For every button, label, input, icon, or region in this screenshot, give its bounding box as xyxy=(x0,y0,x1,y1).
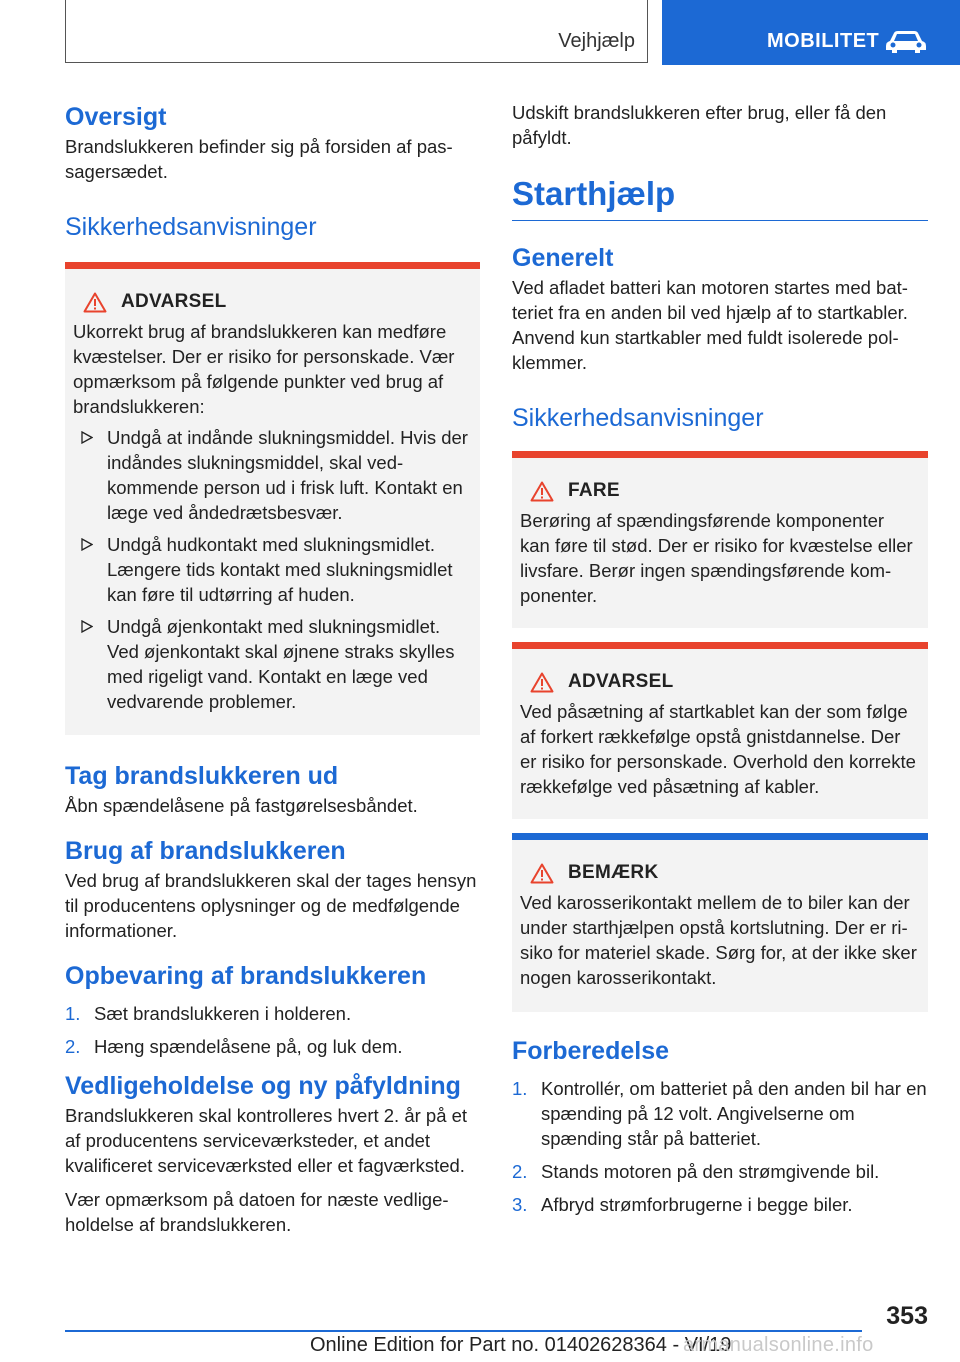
danger-text: Berøring af spændingsførende komponenter kan føre til stød. Der er risiko for kvæstelse eller livsfare. Berør ingen spændingsførende komponenter. xyxy=(520,510,913,606)
bullet-triangle-icon xyxy=(81,431,93,444)
page-number: 353 xyxy=(886,1302,928,1330)
list-item: Undgå at indånde slukningsmiddel. Hvis der indåndes slukningsmiddel, skal vedkommende person ud i frisk luft. Kontakt en læge ved åndedrætsbesvær. xyxy=(73,425,470,525)
warning-list xyxy=(73,425,470,714)
use-heading: Brug af brandslukkeren xyxy=(65,837,346,865)
list-item: 3. Afbryd strømforbrugerne i begge biler. xyxy=(512,1194,853,1215)
take-out-heading: Tag brandslukkeren ud xyxy=(65,762,339,790)
oversigt-text: Brandslukkeren befinder sig på forsiden af passagersædet. xyxy=(65,136,453,182)
warning-text-right: Ved påsætning af startkablet kan der som følge af forkert rækkefølge opstå gnistdannelse. Der er risiko for personskade. Overhold den korrekte rækkefølge ved påsætning af kabler. xyxy=(520,701,916,797)
safety-heading-right: Sikkerhedsanvisninger xyxy=(512,404,764,432)
chapter-tab-label: MOBILITET xyxy=(767,30,880,52)
list-item: Undgå øjenkontakt med slukningsmidlet. Ved øjenkontakt skal øjnene straks skylles med rigeligt vand. Kontakt en læge ved vedvarende problemer. xyxy=(73,614,470,714)
preparation-heading: Forberedelse xyxy=(512,1037,670,1065)
storage-steps xyxy=(65,1001,480,1059)
safety-heading-left: Sikkerhedsanvisninger xyxy=(65,213,317,241)
car-icon xyxy=(884,28,928,54)
header-section-box xyxy=(65,0,648,63)
take-out-text: Åbn spændelåsene på fastgørelsesbåndet. xyxy=(65,795,418,816)
warning-intro: Ukorrekt brug af brandslukkeren kan medføre kvæstelser. Der er risiko for personskade. Vær opmærksom på følgende punkter ved brug af brandslukkeren: xyxy=(73,321,455,417)
warning-triangle-icon xyxy=(530,863,554,884)
chapter-tab[interactable] xyxy=(662,0,960,65)
warning-triangle-icon xyxy=(83,292,107,313)
watermark: armanualsonline.info xyxy=(683,1334,874,1356)
general-heading: Generelt xyxy=(512,244,614,272)
list-item: Undgå hudkontakt med slukningsmidlet. Længere tids kontakt med slukningsmidlet kan føre til udtørring af huden. xyxy=(73,532,470,607)
right-column xyxy=(512,100,928,1225)
list-item: 2. Stands motoren på den strømgivende bil. xyxy=(512,1161,880,1182)
general-text: Ved afladet batteri kan motoren startes med batteriet fra en anden bil ved hjælp af to startkabler. Anvend kun startkabler med fuldt isolerede polklemmer. xyxy=(512,277,908,373)
footer-divider xyxy=(65,1330,862,1332)
list-item: 1. Sæt brandslukkeren i holderen. xyxy=(65,1003,352,1024)
warning-box-left xyxy=(65,262,480,735)
maintenance-heading: Vedligeholdelse og ny påfyldning xyxy=(65,1072,461,1100)
list-item: 1. Kontrollér, om batteriet på den anden bil har en spænding på 12 volt. Angivelserne om spænding står på batteriet. xyxy=(512,1078,927,1149)
note-title: BEMÆRK xyxy=(568,862,659,883)
warning-title: ADVARSEL xyxy=(121,291,227,312)
main-heading: Starthjælp xyxy=(512,172,928,221)
storage-heading: Opbevaring af brandslukkeren xyxy=(65,962,427,990)
left-column xyxy=(65,100,480,1237)
danger-box xyxy=(512,451,928,628)
warning-title-right: ADVARSEL xyxy=(568,671,674,692)
note-text: Ved karosserikontakt mellem de to biler kan der under starthjælpen opstå kortslutning. Der er risiko for materiel skade. Sørg for, at der ikke sker nogen karosserikontakt. xyxy=(520,892,917,988)
bullet-triangle-icon xyxy=(81,620,93,633)
maintenance-text-2: Vær opmærksom på datoen for næste vedligeholdelse af brandslukkeren. xyxy=(65,1189,449,1235)
use-text: Ved brug af brandslukkeren skal der tages hensyn til producentens oplysninger og de medfølgende informationer. xyxy=(65,870,477,941)
preparation-steps xyxy=(512,1076,928,1217)
warning-box-right xyxy=(512,642,928,819)
danger-title: FARE xyxy=(568,480,620,501)
replace-text: Udskift brandslukkeren efter brug, eller få den påfyldt. xyxy=(512,102,887,148)
edition-text: Online Edition for Part no. 01402628364 - VI/19 xyxy=(310,1334,732,1356)
oversigt-heading: Oversigt xyxy=(65,103,167,131)
list-item: 2. Hæng spændelåsene på, og luk dem. xyxy=(65,1036,403,1057)
note-box xyxy=(512,833,928,1012)
warning-triangle-icon xyxy=(530,672,554,693)
section-label: Vejhjælp xyxy=(558,30,635,52)
warning-triangle-icon xyxy=(530,481,554,502)
maintenance-text-1: Brandslukkeren skal kontrolleres hvert 2. år på et af producentens serviceværksteder, et andet kvalificeret serviceværksted eller et fagværksted. xyxy=(65,1105,468,1176)
bullet-triangle-icon xyxy=(81,538,93,551)
